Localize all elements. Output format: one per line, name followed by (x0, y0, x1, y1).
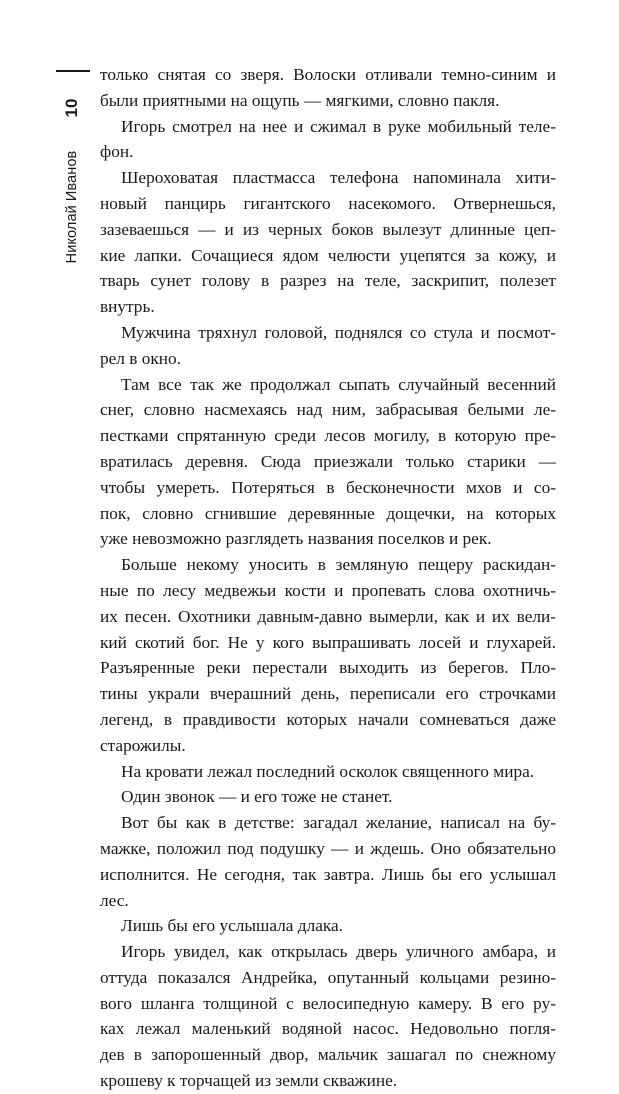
text-line: легенд, в правдивости которых начали сомневаться даже (100, 709, 556, 729)
text-line: только снятая со зверя. Волоски отливали темно-синим и (100, 65, 556, 84)
text-line: новый панцирь гигантского насекомого. Отвернешься, (100, 193, 556, 213)
text-line: старожилы. (100, 735, 186, 755)
text-line: лес. (100, 890, 129, 910)
text-line: фон. (100, 142, 134, 162)
text-line: Мужчина тряхнул головой, поднялся со стула и посмот- (121, 322, 556, 342)
text-line: Игорь увидел, как открылась дверь уличного амбара, и (121, 942, 556, 962)
text-line: крошеву к торчащей из земли скважине. (100, 1071, 398, 1091)
text-line: снег, словно насмехаясь над ним, забрасывая белыми ле- (100, 400, 556, 420)
text-line: Разъяренные реки перестали выходить из берегов. Пло- (100, 658, 556, 678)
text-line: Один звонок — и его тоже не станет. (121, 787, 393, 807)
text-line: уже невозможно разглядеть названия поселков и рек. (100, 529, 492, 549)
text-line: Шероховатая пластмасса телефона напоминала хити- (121, 168, 556, 188)
text-line: Игорь смотрел на нее и сжимал в руке мобильный теле- (121, 116, 556, 136)
text-line: Больше некому уносить в земляную пещеру раскидан- (121, 555, 556, 575)
text-line: кий скотий бог. Не у кого выпрашивать лосей и глухарей. (100, 632, 556, 652)
text-line: пестками спрятанную среди лесов могилу, в которую пре- (100, 426, 556, 446)
text-line: ках лежал маленький водяной насос. Недовольно погля- (100, 1019, 556, 1039)
text-line: исполнится. Не сегодня, так завтра. Лишь бы его услышал (100, 864, 556, 884)
text-line: рел в окно. (100, 348, 181, 368)
text-line: кие лапки. Сочащиеся ядом челюсти уцепятся за кожу, и (100, 245, 556, 265)
text-line: чтобы умереть. Потеряться в бесконечности мхов и со- (100, 477, 556, 497)
text-line: На кровати лежал последний осколок священного мира. (121, 761, 535, 781)
text-line: вого шланга толщиной с велосипедную камеру. В его ру- (100, 993, 556, 1013)
text-line: Лишь бы его услышала длака. (121, 916, 343, 936)
text-line: вратилась деревня. Сюда приезжали только старики — (100, 451, 556, 471)
text-line: пок, словно сгнившие деревянные дощечки, на которых (100, 503, 556, 523)
text-line: дев в запорошенный двор, мальчик зашагал по снежному (100, 1045, 556, 1065)
running-head-author: Николай Иванов (64, 150, 80, 264)
text-line: ные по лесу медвежьи кости и пропевать слова охотничь- (100, 580, 556, 600)
body-text (100, 62, 556, 1094)
page-number: 10 (62, 98, 81, 118)
margin-rule (56, 70, 90, 72)
text-line: были приятными на ощупь — мягкими, словно пакля. (100, 90, 500, 110)
text-line: Там все так же продолжал сыпать случайный весенний (121, 374, 556, 394)
text-line: оттуда показался Андрейка, опутанный кольцами резино- (100, 967, 556, 987)
text-line: тварь сунет голову в разрез на теле, заскрипит, полезет (100, 271, 556, 291)
text-line: мажке, положил под подушку — и ждешь. Оно обязательно (100, 838, 556, 858)
text-line: внутрь. (100, 297, 155, 317)
text-line: тины украли вчерашний день, переписали его строчками (100, 684, 556, 704)
text-line: Вот бы как в детстве: загадал желание, написал на бу- (121, 813, 556, 833)
text-line: зазеваешься — и из черных боков вылезут длинные цеп- (100, 219, 556, 239)
text-line: их песен. Охотники давным-давно вымерли, как и их вели- (100, 606, 556, 626)
